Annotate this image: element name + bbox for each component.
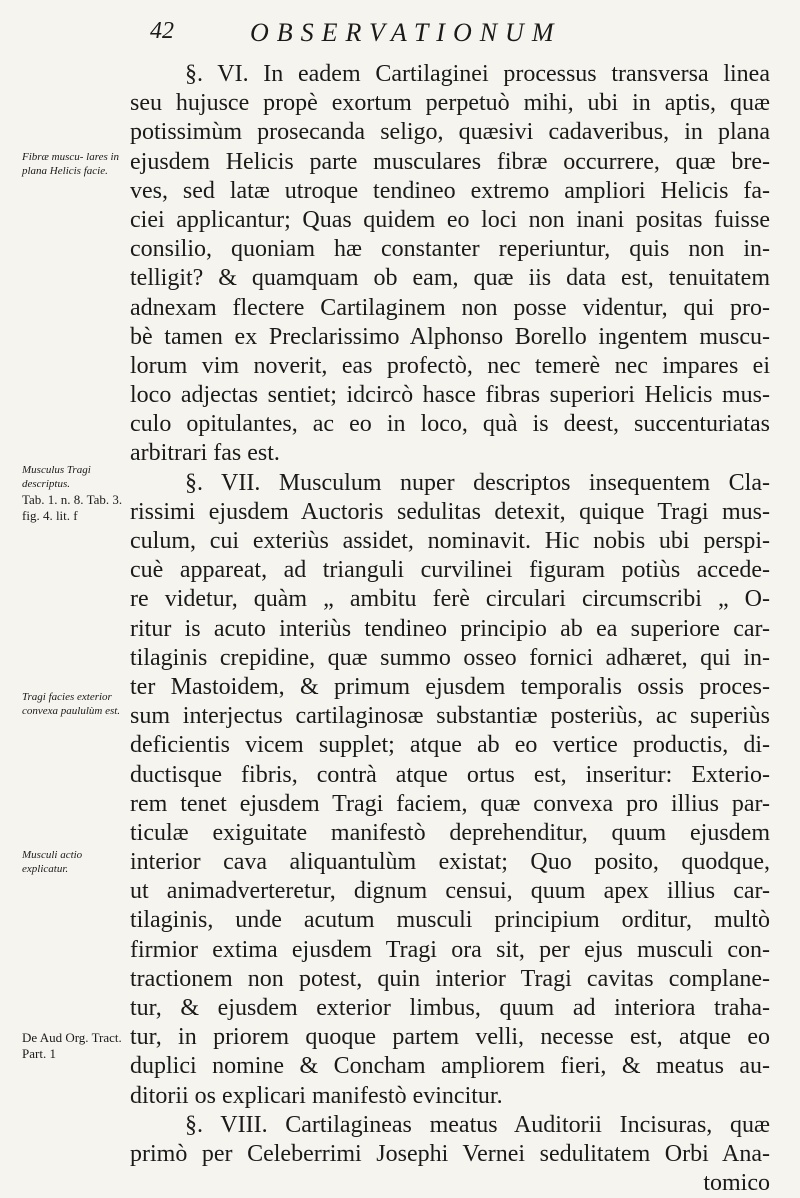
margin-note: De Aud Org. Tract. Part. 1 <box>22 1030 122 1061</box>
text-line: primò per Celeberrimi Josephi Vernei sedulitatem Orbi Ana- <box>130 1140 770 1167</box>
page-number: 42 <box>150 18 174 44</box>
text-line: rem tenet ejusdem Tragi faciem, quæ convexa pro illius par- <box>130 790 770 817</box>
text-line: ductisque fibris, contrà atque ortus est, inseritur: Exterio- <box>130 761 770 788</box>
text-line: tractionem non potest, quin interior Tragi cavitas complane- <box>130 965 770 992</box>
text-line: ritur is acuto interiùs tendineo principio ab ea superiore car- <box>130 615 770 642</box>
text-line: interior cava aliquantulùm existat; Quo posito, quodque, <box>130 849 770 876</box>
margin-note: Musculi actio explicatur. <box>22 849 83 875</box>
text-line: rissimi ejusdem Auctoris sedulitas detexit, quique Tragi mus- <box>130 498 770 525</box>
text-line: sum interjectus cartilaginosæ substantiæ posteriùs, ac superiùs <box>130 703 770 730</box>
text-line: tilaginis crepidine, quæ summo osseo fornici adhæret, qui in- <box>130 644 770 671</box>
text-line: adnexam flectere Cartilaginem non posse videntur, qui pro- <box>130 294 770 321</box>
text-line: culo opitulantes, ac eo in loco, quà is deest, succenturiatas <box>130 411 770 438</box>
text-line: ejusdem Helicis parte musculares fibræ occurrere, quæ bre- <box>130 148 770 175</box>
text-line: cuè appareat, ad trianguli curvilinei figuram potiùs accede- <box>130 557 770 584</box>
page-header <box>150 18 770 54</box>
text-line: §. VI. In eadem Cartilaginei processus transversa linea <box>185 61 770 87</box>
text-line: ditorii os explicari manifestò evincitur. <box>130 1082 503 1109</box>
body-text <box>130 60 770 1198</box>
text-line: tur, & ejusdem exterior limbus, quum ad interiora traha- <box>130 995 770 1021</box>
margin-note: Musculus Tragi descriptus. <box>22 464 91 490</box>
text-line: tilaginis, unde acutum musculi principium orditur, multò <box>130 907 770 934</box>
margin-note: Tab. 1. n. 8. Tab. 3. fig. 4. lit. f <box>22 492 123 523</box>
margin-note: Fibræ muscu- lares in plana Helicis facie. <box>22 151 120 177</box>
text-line: arbitrari fas est. <box>130 440 280 467</box>
text-line: tur, in priorem quoque partem velli, necesse est, atque eo <box>130 1024 770 1051</box>
text-line: ticulæ exiguitate manifestò deprehenditur, quum ejusdem <box>130 819 770 846</box>
text-line: re videtur, quàm „ ambitu ferè circulari circumscribi „ O- <box>130 586 770 613</box>
text-line: tomico <box>703 1170 770 1197</box>
text-line: consilio, quoniam hæ constanter reperiuntur, quis non in- <box>130 236 770 263</box>
text-line: ciei applicantur; Quas quidem eo loci non inani positas fuisse <box>130 206 770 233</box>
text-line: §. VII. Musculum nuper descriptos insequentem Cla- <box>185 469 770 496</box>
text-line: loco adjectas sentiet; idcircò hasce fibras superiori Helicis mus- <box>130 382 770 409</box>
text-line: §. VIII. Cartilagineas meatus Auditorii Incisuras, quæ <box>185 1111 770 1138</box>
text-line: ves, sed latæ utroque tendineo extremo ampliori Helicis fa- <box>130 177 770 204</box>
text-line: seu hujusce propè exortum perpetuò mihi, ubi in aptis, quæ <box>130 90 770 117</box>
text-line: bè tamen ex Preclarissimo Alphonso Borello ingentem muscu- <box>130 323 770 350</box>
margin-note: Tragi facies exterior convexa paululùm est. <box>22 691 121 717</box>
text-line: ut animadverteretur, dignum censui, quum apex illius car- <box>130 878 770 905</box>
running-title: OBSERVATIONUM <box>250 18 562 47</box>
text-line: potissimùm prosecanda seligo, quæsivi cadaveribus, in plana <box>130 119 770 146</box>
text-line: duplici nomine & Concham ampliorem fieri, & meatus au- <box>130 1053 770 1080</box>
text-line: firmior extima ejusdem Tragi ora sit, per ejus musculi con- <box>130 936 770 963</box>
text-line: culum, cui exteriùs assidet, nominavit. Hic nobis ubi perspi- <box>130 528 770 554</box>
text-line: telligit? & quamquam ob eam, quæ iis data est, tenuitatem <box>130 265 770 292</box>
text-line: lorum vim noverit, eas profectò, nec temerè nec impares ei <box>130 352 770 379</box>
text-line: ter Mastoidem, & primum ejusdem temporalis ossis proces- <box>130 673 770 700</box>
text-line: deficientis vicem supplet; atque ab eo vertice productis, di- <box>130 732 770 759</box>
